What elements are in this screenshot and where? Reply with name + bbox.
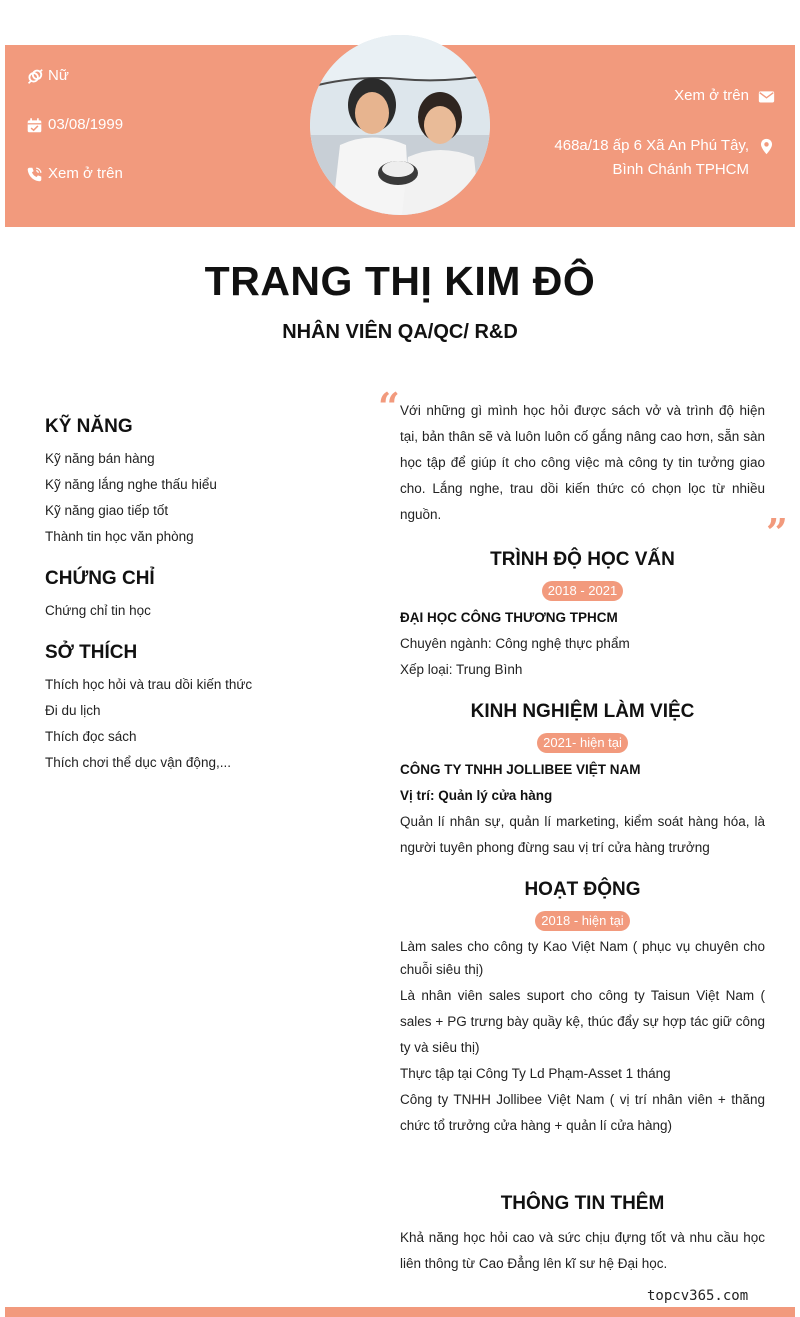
activity-item: Làm sales cho công ty Kao Việt Nam ( phục vụ chuyên cho chuỗi siêu thị) [400,939,765,977]
education-date-badge: 2018 - 2021 [542,581,623,601]
address-line1: 468a/18 ấp 6 Xã An Phú Tây, [554,137,749,154]
close-quote-icon: ” [766,510,788,555]
education-grade: Xếp loại: Trung Bình [400,662,523,677]
gender-row [25,64,69,88]
activity-item: Là nhân viên sales suport cho công ty Taisun Việt Nam ( sales + PG trưng bày quầy kệ, thúc đẩy sự hợp tác giữ công ty và siêu thị) [400,988,765,1055]
birthday-text: 03/08/1999 [48,116,124,133]
experience-date-badge: 2021- hiện tại [537,733,628,753]
activities-date-badge: 2018 - hiện tại [535,911,629,931]
education-school: ĐẠI HỌC CÔNG THƯƠNG TPHCM [400,610,618,625]
hobby-item: Đi du lịch [45,703,101,718]
location-icon [757,137,775,155]
skills-title: KỸ NĂNG [45,416,133,437]
right-column [400,398,765,1277]
address-text [554,134,749,182]
career-objective: Với những gì mình học hỏi được sách vở và trình độ hiện tại, bản thân sẽ và luôn luôn cố gắng nâng cao hơn, sẵn sàn học tập để giúp ít cho công việc mà công ty tin tưởng giao cho. Lắng nghe, trau dồi kiến thức có chọn lọc từ nhiều nguồn. [400,403,765,522]
candidate-position: NHÂN VIÊN QA/QC/ R&D [282,321,518,343]
hobby-item: Thích chơi thể dục vận động,... [45,755,231,770]
hobby-item: Thích học hỏi và trau dồi kiến thức [45,677,253,692]
birthday-row [25,113,123,137]
skill-item: Kỹ năng bán hàng [45,451,155,466]
watermark: topcv365.com [647,1288,749,1304]
activity-item: Thực tập tại Công Ty Ld Phạm-Asset 1 tháng [400,1066,671,1081]
gender-icon [25,67,43,85]
hobbies-title: SỞ THÍCH [45,642,138,663]
address-line2: Bình Chánh TPHCM [612,161,749,178]
activities-title: HOẠT ĐỘNG [524,879,641,900]
certificate-item: Chứng chỉ tin học [45,603,151,618]
avatar [310,35,490,215]
left-column [45,412,345,776]
skill-item: Kỹ năng lắng nghe thấu hiểu [45,477,217,492]
candidate-name: TRANG THỊ KIM ĐÔ [204,258,596,304]
experience-role: Vị trí: Quản lý cửa hàng [400,788,553,803]
extra-info-title: THÔNG TIN THÊM [500,1193,665,1214]
email-icon [757,87,775,105]
certificates-title: CHỨNG CHỈ [45,568,155,589]
gender-text: Nữ [48,67,69,84]
address-row [500,134,775,182]
education-major: Chuyên ngành: Công nghệ thực phẩm [400,636,630,651]
open-quote-icon: “ [378,384,400,429]
hobby-item: Thích đọc sách [45,729,137,744]
skill-item: Kỹ năng giao tiếp tốt [45,503,169,518]
activity-item: Công ty TNHH Jollibee Việt Nam ( vị trí nhân viên + thăng chức tổ trưởng cửa hàng + quản lí cửa hàng) [400,1092,765,1133]
skill-item: Thành tin học văn phòng [45,529,194,544]
email-text: Xem ở trên [674,87,749,104]
calendar-icon [25,116,43,134]
phone-row [25,162,123,186]
experience-company: CÔNG TY TNHH JOLLIBEE VIỆT NAM [400,762,641,777]
extra-info-text: Khả năng học hỏi cao và sức chịu đựng tốt và nhu cầu học liên thông từ Cao Đẳng lên kĩ sư hệ Đại học. [400,1230,765,1271]
email-row [560,84,775,108]
experience-description: Quản lí nhân sự, quản lí marketing, kiểm soát hàng hóa, là người tuyên phong đừng sau vị trí cửa hàng trưởng [400,814,765,855]
phone-text: Xem ở trên [48,165,123,182]
phone-icon [25,165,43,183]
education-title: TRÌNH ĐỘ HỌC VẤN [490,549,675,570]
experience-title: KINH NGHIỆM LÀM VIỆC [470,701,695,722]
footer-band [5,1307,795,1317]
